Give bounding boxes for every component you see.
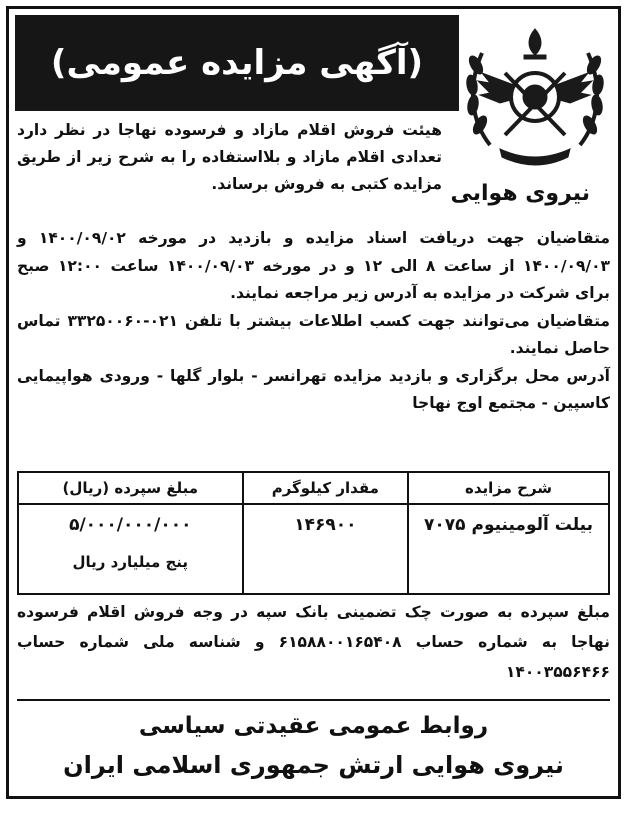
organization-label: نیروی هوایی bbox=[450, 181, 590, 206]
notice-body bbox=[17, 225, 610, 418]
item-quantity: ۱۴۶۹۰۰ bbox=[294, 515, 357, 535]
column-header-deposit: مبلغ سپرده (ریال) bbox=[18, 472, 243, 504]
item-description: بیلت آلومینیوم ۷۰۷۵ bbox=[424, 515, 593, 535]
visit-schedule-paragraph: متقاضیان جهت دریافت اسناد مزایده و بازدید در مورخه ۱۴۰۰/۰۹/۰۲ و ۱۴۰۰/۰۹/۰۳ از ساعت ۸ الی ۱۲ و در مورخه ۱۴۰۰/۰۹/۰۳ ساعت ۱۲:۰۰ صبح برای شرکت در مزایده به آدرس زیر مراجعه نمایند. bbox=[17, 229, 611, 302]
footer-divider bbox=[17, 699, 610, 701]
contact-paragraph: متقاضیان می‌توانند جهت کسب اطلاعات بیشتر با تلفن ۰۲۱-۳۳۲۵۰۰۶۰ تماس حاصل نمایند. bbox=[17, 311, 610, 357]
intro-paragraph: هیئت فروش اقلام مازاد و فرسوده نهاجا در نظر دارد تعدادی اقلام مازاد و بلااستفاده را به شرح زیر از طریق مزایده کتبی به فروش برساند. bbox=[17, 121, 442, 193]
footer-organization: نیروی هوایی ارتش جمهوری اسلامی ایران bbox=[63, 751, 564, 779]
item-description-cell bbox=[408, 504, 609, 594]
item-deposit-cell bbox=[18, 504, 243, 594]
column-header-quantity: مقدار کیلوگرم bbox=[243, 472, 408, 504]
table-row bbox=[18, 504, 609, 594]
deposit-amount: ۵/۰۰۰/۰۰۰/۰۰۰ bbox=[69, 515, 192, 535]
auction-items-table bbox=[17, 471, 610, 595]
deposit-amount-words: پنج میلیارد ریال bbox=[72, 553, 189, 571]
title-banner bbox=[15, 15, 459, 111]
notice-title: (آگهی مزایده عمومی) bbox=[50, 43, 424, 83]
notice-page bbox=[6, 6, 621, 799]
deposit-terms-paragraph: مبلغ سپرده به صورت چک تضمینی بانک سپه در وجه فروش اقلام فرسوده نهاجا به شماره حساب ۶۱۵۸۸۰۰۱۶۵۴۰۸ و شناسه ملی شماره حساب ۱۴۰۰۳۵۵۶۴۶۶ bbox=[17, 603, 610, 681]
column-header-description: شرح مزایده bbox=[408, 472, 609, 504]
footer bbox=[9, 707, 618, 785]
air-force-emblem-icon bbox=[460, 15, 610, 175]
item-quantity-cell bbox=[243, 504, 408, 594]
footer-department: روابط عمومی عقیدتی سیاسی bbox=[138, 713, 489, 739]
table-header-row bbox=[18, 472, 609, 504]
address-paragraph: آدرس محل برگزاری و بازدید مزایده تهرانسر - بلوار گلها - ورودی هواپیمایی کاسپین - مجتمع اوج نهاجا bbox=[17, 366, 610, 412]
